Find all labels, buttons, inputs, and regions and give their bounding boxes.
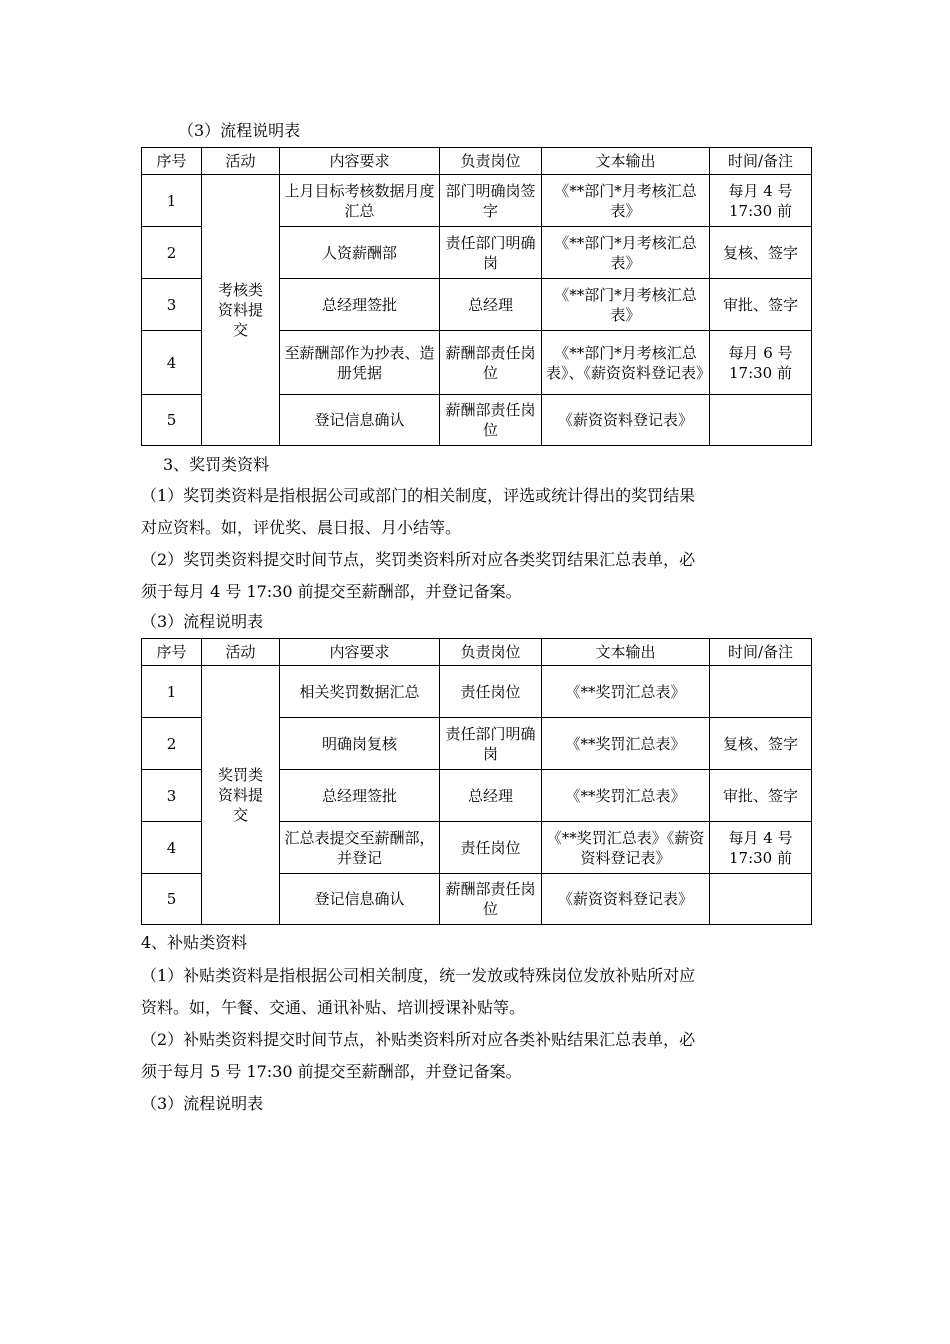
row-no: 3 [142,279,202,331]
header-owner: 负责岗位 [440,639,542,666]
row-note: 每月 4 号 17:30 前 [710,822,812,874]
row-owner: 责任部门明确岗 [440,227,542,279]
row-note: 审批、签字 [710,770,812,822]
section3-para2-line2: 须于每月 4 号 17:30 前提交至薪酬部，并登记备案。 [141,582,522,601]
header-owner: 负责岗位 [440,148,542,175]
row-owner: 责任岗位 [440,822,542,874]
row-output: 《**部门*月考核汇总表》 [542,279,710,331]
flow-table-reward-penalty [141,638,812,925]
section4-title: 4、补贴类资料 [141,933,248,952]
header-output: 文本输出 [542,639,710,666]
section3-para1-line1: （1）奖罚类资料是指根据公司或部门的相关制度，评选或统计得出的奖罚结果 [141,486,696,505]
section4-para1-line1: （1）补贴类资料是指根据公司相关制度，统一发放或特殊岗位发放补贴所对应 [141,966,696,985]
section4-para1-line2: 资料。如，午餐、交通、通讯补贴、培训授课补贴等。 [141,998,526,1017]
row-owner: 薪酬部责任岗位 [440,395,542,446]
activity-cell: 奖罚类资料提交 [202,666,280,925]
header-activity: 活动 [202,639,280,666]
row-owner: 责任部门明确岗 [440,718,542,770]
row-content: 相关奖罚数据汇总 [280,666,440,718]
row-note: 每月 4 号 17:30 前 [710,175,812,227]
row-output: 《**部门*月考核汇总表》 [542,175,710,227]
row-output: 《**奖罚汇总表》 [542,718,710,770]
table-header-row [142,639,812,666]
section4-para2-line1: （2）补贴类资料提交时间节点，补贴类资料所对应各类补贴结果汇总表单，必 [141,1030,696,1049]
row-output: 《**奖罚汇总表》 [542,770,710,822]
row-note [710,874,812,925]
table-row [142,175,812,227]
flow-table-assessment [141,147,812,446]
row-content: 至薪酬部作为抄表、造册凭据 [280,331,440,395]
row-no: 3 [142,770,202,822]
row-owner: 薪酬部责任岗位 [440,874,542,925]
row-output: 《**奖罚汇总表》《薪资资料登记表》 [542,822,710,874]
row-no: 5 [142,874,202,925]
row-note: 每月 6 号 17:30 前 [710,331,812,395]
row-note [710,395,812,446]
row-content: 汇总表提交至薪酬部，并登记 [280,822,440,874]
row-content: 明确岗复核 [280,718,440,770]
row-content: 登记信息确认 [280,395,440,446]
header-no: 序号 [142,639,202,666]
row-output: 《薪资资料登记表》 [542,874,710,925]
table-header-row [142,148,812,175]
row-output: 《**奖罚汇总表》 [542,666,710,718]
section3-title: 3、奖罚类资料 [163,455,270,474]
table2-caption: （3）流程说明表 [141,612,264,631]
table3-caption: （3）流程说明表 [141,1094,264,1113]
header-output: 文本输出 [542,148,710,175]
row-content: 总经理签批 [280,279,440,331]
row-output: 《**部门*月考核汇总表》 [542,227,710,279]
row-note: 复核、签字 [710,227,812,279]
row-no: 4 [142,331,202,395]
header-no: 序号 [142,148,202,175]
row-content: 总经理签批 [280,770,440,822]
section3-para1-line2: 对应资料。如，评优奖、晨日报、月小结等。 [141,518,462,537]
table-row [142,666,812,718]
row-owner: 薪酬部责任岗位 [440,331,542,395]
row-owner: 总经理 [440,770,542,822]
activity-cell: 考核类资料提交 [202,175,280,446]
row-note: 复核、签字 [710,718,812,770]
row-no: 1 [142,666,202,718]
row-content: 人资薪酬部 [280,227,440,279]
row-content: 上月目标考核数据月度汇总 [280,175,440,227]
row-note: 审批、签字 [710,279,812,331]
header-content: 内容要求 [280,148,440,175]
header-activity: 活动 [202,148,280,175]
row-no: 2 [142,227,202,279]
row-note [710,666,812,718]
row-output: 《薪资资料登记表》 [542,395,710,446]
row-output: 《**部门*月考核汇总表》、《薪资资料登记表》 [542,331,710,395]
row-no: 2 [142,718,202,770]
row-owner: 总经理 [440,279,542,331]
row-owner: 责任岗位 [440,666,542,718]
header-note: 时间/备注 [710,639,812,666]
section3-para2-line1: （2）奖罚类资料提交时间节点，奖罚类资料所对应各类奖罚结果汇总表单，必 [141,550,696,569]
header-content: 内容要求 [280,639,440,666]
row-no: 4 [142,822,202,874]
table1-caption: （3）流程说明表 [178,121,301,140]
row-owner: 部门明确岗签字 [440,175,542,227]
row-no: 1 [142,175,202,227]
section4-para2-line2: 须于每月 5 号 17:30 前提交至薪酬部，并登记备案。 [141,1062,522,1081]
header-note: 时间/备注 [710,148,812,175]
row-content: 登记信息确认 [280,874,440,925]
row-no: 5 [142,395,202,446]
